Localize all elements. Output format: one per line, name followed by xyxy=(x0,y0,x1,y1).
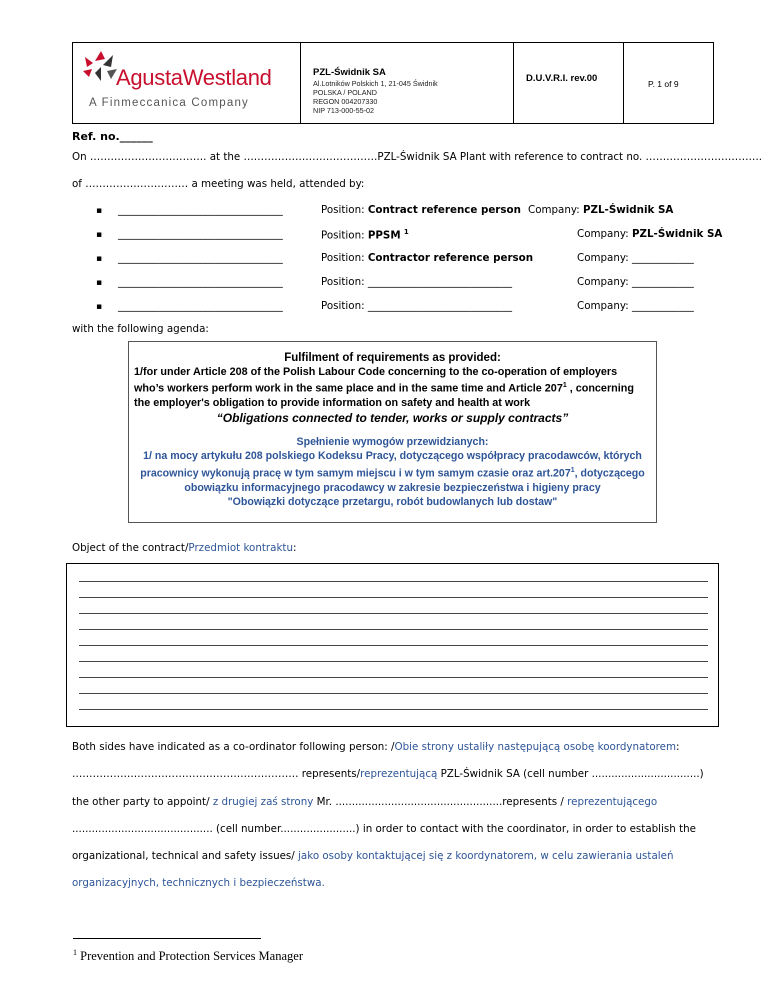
agenda-box xyxy=(128,341,657,523)
footnote-divider xyxy=(73,938,261,939)
footnote: $^1$ Prevention and Protection Services Manager xyxy=(73,948,303,964)
company-field: Company: PZL-Świdnik SA xyxy=(577,228,723,240)
coordinator-line-5: organizational, technical and safety issues/ jako osoby kontaktującej się z koordynatorem, w celu zawierania ustaleń xyxy=(72,850,674,862)
bullet-icon: ▪ xyxy=(96,230,103,240)
logo-subtitle: A Finmeccanica Company xyxy=(89,97,249,109)
company-name: PZL-Świdnik SA xyxy=(313,67,386,78)
position-field: Position: ____________________________ xyxy=(321,276,512,288)
agustawestland-logo-icon xyxy=(81,47,119,87)
agenda-pl-line: 1/ na mocy artykułu 208 polskiego Kodeksu Pracy, dotyczącego współpracy pracodawców, których xyxy=(143,450,642,463)
intro-line-1: On ……………………………. at the …………………………………PZL-Świdnik SA Plant with reference to contract no. ……………………………. xyxy=(72,151,763,163)
agenda-pl-title: Spełnienie wymogów przewidzianych: xyxy=(296,435,489,448)
writing-line xyxy=(79,645,708,646)
bullet-icon: ▪ xyxy=(96,206,103,216)
writing-line xyxy=(79,613,708,614)
writing-line xyxy=(79,677,708,678)
name-blank[interactable]: ________________________________ xyxy=(118,204,283,216)
writing-line xyxy=(79,581,708,582)
writing-line xyxy=(79,661,708,662)
agenda-en-line: the employer's obligation to provide information on safety and health at work xyxy=(134,396,531,409)
bullet-icon: ▪ xyxy=(96,254,103,264)
name-blank[interactable]: ________________________________ xyxy=(118,252,283,264)
page-number: P. 1 of 9 xyxy=(648,79,679,89)
writing-line xyxy=(79,597,708,598)
company-address: Al.Lotników Polskich 1, 21-045 Świdnik POLSKA / POLAND REGON 004207330 NIP 713-000-55-02 xyxy=(313,79,438,115)
object-label: Object of the contract/Przedmiot kontraktu: xyxy=(72,542,297,554)
writing-line xyxy=(79,693,708,694)
attendee-row xyxy=(96,276,694,288)
company-field: Company: ____________ xyxy=(577,276,694,288)
writing-line xyxy=(79,709,708,710)
position-field: Position: PPSM $^1$ xyxy=(321,228,409,242)
agenda-en-quote: “Obligations connected to tender, works or supply contracts” xyxy=(216,410,569,425)
coordinator-line-6: organizacyjnych, technicznych i bezpieczeństwa. xyxy=(72,877,325,889)
coordinator-line-2: ………………………………………………………… represents/reprezentującą PZL-Świdnik SA (cell number .................................) xyxy=(72,768,704,780)
agenda-pl-line: "Obowiązki dotyczące przetargu, robót budowlanych lub dostaw" xyxy=(227,496,558,509)
agenda-en-line: 1/for under Article 208 of the Polish Labour Code concerning to the co-operation of employers xyxy=(134,366,618,378)
logo-wordmark: AgustaWestland xyxy=(116,65,272,90)
intro-line-2: of ………………………… a meeting was held, attended by: xyxy=(72,178,365,190)
agenda-en-title: Fulfilment of requirements as provided: xyxy=(284,352,501,364)
company-cell xyxy=(300,43,514,123)
coordinator-line-3: the other party to appoint/ z drugiej zaś strony Mr. ...................................................represents / reprezentującego xyxy=(72,796,658,808)
bullet-icon: ▪ xyxy=(96,302,103,312)
agenda-intro: with the following agenda: xyxy=(72,323,209,335)
position-field: Position: ____________________________ xyxy=(321,300,512,312)
company-field: Company: PZL-Świdnik SA xyxy=(528,204,674,216)
agenda-pl-line: pracownicy wykonują pracę w tym samym miejscu i w tym samym czasie oraz art.207$^1$, dotyczącego xyxy=(140,466,645,480)
page-cell xyxy=(623,43,713,123)
bullet-icon: ▪ xyxy=(96,278,103,288)
coordinator-line-1: Both sides have indicated as a co-ordinator following person: /Obie strony ustaliły następującą osobę koordynatorem: xyxy=(72,741,680,753)
coordinator-line-4: ........................................... (cell number.......................) in order to contact with the coordinator, in order to establish the xyxy=(72,823,696,835)
name-blank[interactable]: ________________________________ xyxy=(118,300,283,312)
position-field: Position: Contract reference person xyxy=(321,204,521,216)
name-blank[interactable]: ________________________________ xyxy=(118,276,283,288)
position-field: Position: Contractor reference person xyxy=(321,252,534,264)
object-textarea[interactable] xyxy=(66,563,719,727)
agenda-en-line: who’s workers perform work in the same place and in the same time and Article $207^1$ , concerning xyxy=(134,382,634,395)
document-header xyxy=(72,42,714,124)
agenda-pl-line: obowiązku informacyjnego pracodawcy w zakresie bezpieczeństwa i higieny pracy xyxy=(184,481,601,494)
name-blank[interactable]: ________________________________ xyxy=(118,228,283,240)
company-field: Company: ____________ xyxy=(577,300,694,312)
writing-line xyxy=(79,629,708,630)
company-field: Company: ____________ xyxy=(577,252,694,264)
attendee-row xyxy=(96,228,723,242)
doc-code-cell xyxy=(513,43,624,123)
attendee-row xyxy=(96,252,694,264)
attendee-row xyxy=(96,204,674,216)
ref-number: Ref. no.______ xyxy=(72,130,153,143)
doc-code: D.U.V.R.I. rev.00 xyxy=(526,73,598,84)
attendee-row xyxy=(96,300,694,312)
